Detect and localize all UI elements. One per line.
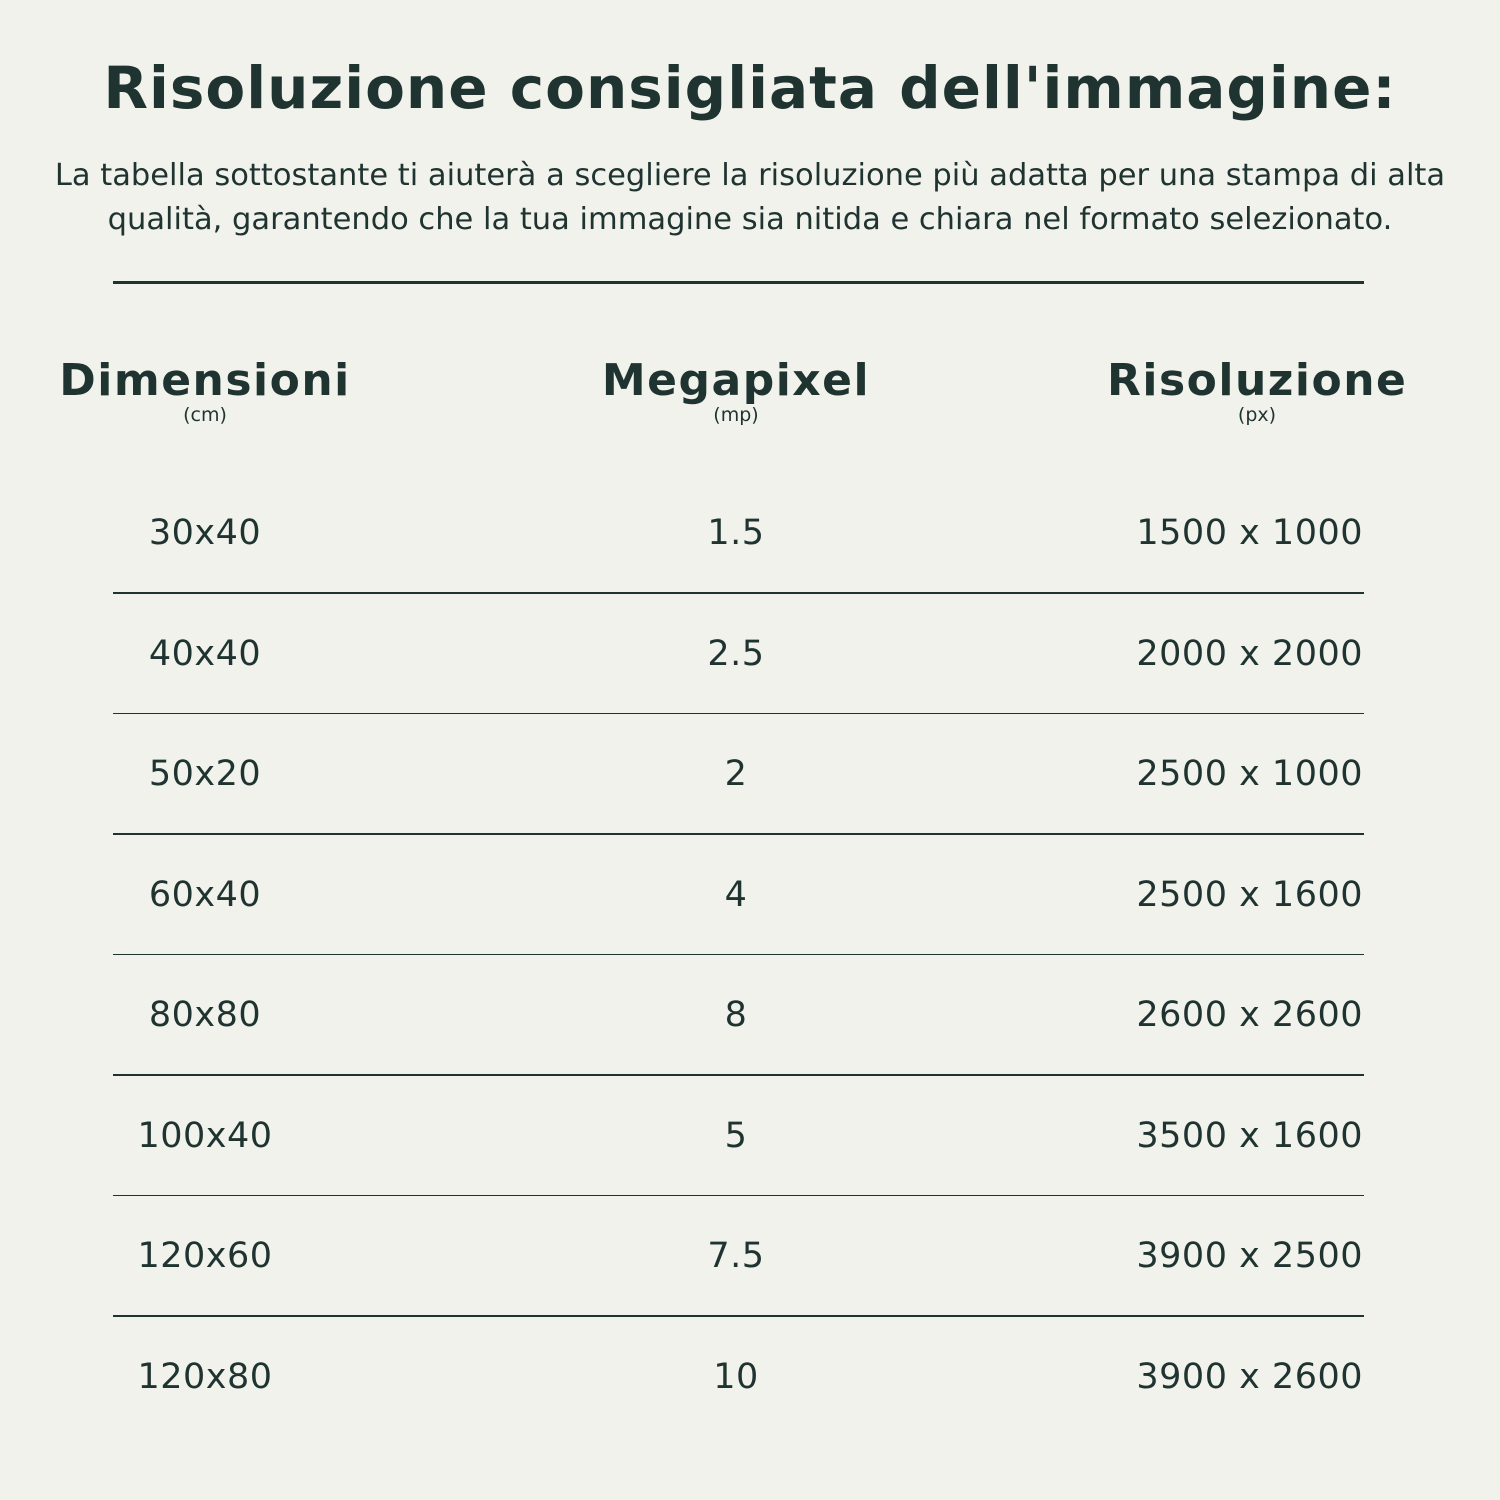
resolution-cell: 3900 x 2500	[1136, 1236, 1363, 1276]
column-header-megapixel	[586, 352, 886, 426]
table-row	[0, 1196, 1500, 1317]
column-header-unit: (mp)	[713, 404, 759, 426]
column-header-unit: (cm)	[183, 404, 227, 426]
megapixel-cell: 2.5	[707, 633, 765, 674]
dimension-cell: 120x60	[137, 1236, 273, 1276]
table-row	[0, 473, 1500, 594]
column-header-unit: (px)	[1237, 404, 1277, 426]
resolution-cell: 2000 x 2000	[1136, 633, 1363, 674]
dimension-cell: 60x40	[148, 874, 262, 915]
resolution-cell: 3500 x 1600	[1136, 1115, 1363, 1156]
resolution-cell: 1500 x 1000	[1136, 513, 1363, 553]
dimension-cell: 80x80	[148, 995, 262, 1035]
table-row	[0, 955, 1500, 1076]
header-divider	[113, 281, 1364, 284]
megapixel-cell: 7.5	[707, 1236, 765, 1276]
megapixel-cell: 10	[713, 1356, 759, 1397]
column-header-label: Dimensioni	[59, 355, 351, 406]
table-row	[0, 1076, 1500, 1197]
megapixel-cell: 5	[724, 1115, 748, 1156]
dimension-cell: 40x40	[148, 633, 262, 674]
resolution-cell: 2500 x 1600	[1136, 874, 1363, 915]
resolution-cell: 2600 x 2600	[1136, 995, 1363, 1035]
megapixel-cell: 8	[724, 995, 748, 1035]
table-row	[0, 1317, 1500, 1438]
dimension-cell: 120x80	[137, 1356, 273, 1397]
table-row	[0, 835, 1500, 956]
megapixel-cell: 2	[724, 754, 748, 794]
table-row	[0, 714, 1500, 835]
table-row	[0, 594, 1500, 715]
megapixel-cell: 1.5	[707, 513, 765, 553]
page-subtitle: La tabella sottostante ti aiuterà a scegliere la risoluzione più adatta per una stampa di alta qualità, garantendo che la tua immagine sia nitida e chiara nel formato selezionato.	[54, 158, 1446, 237]
column-header-label: Risoluzione	[1107, 355, 1408, 406]
resolution-table-body	[0, 473, 1500, 1437]
dimension-cell: 30x40	[148, 513, 262, 553]
page-title: Risoluzione consigliata dell'immagine:	[103, 54, 1397, 122]
dimension-cell: 100x40	[137, 1115, 273, 1156]
column-header-resolution	[1107, 352, 1407, 426]
resolution-cell: 2500 x 1000	[1136, 754, 1363, 794]
column-header-label: Megapixel	[601, 355, 871, 406]
column-header-dimensions	[55, 352, 355, 426]
resolution-cell: 3900 x 2600	[1136, 1356, 1363, 1397]
dimension-cell: 50x20	[148, 754, 262, 794]
megapixel-cell: 4	[724, 874, 748, 915]
